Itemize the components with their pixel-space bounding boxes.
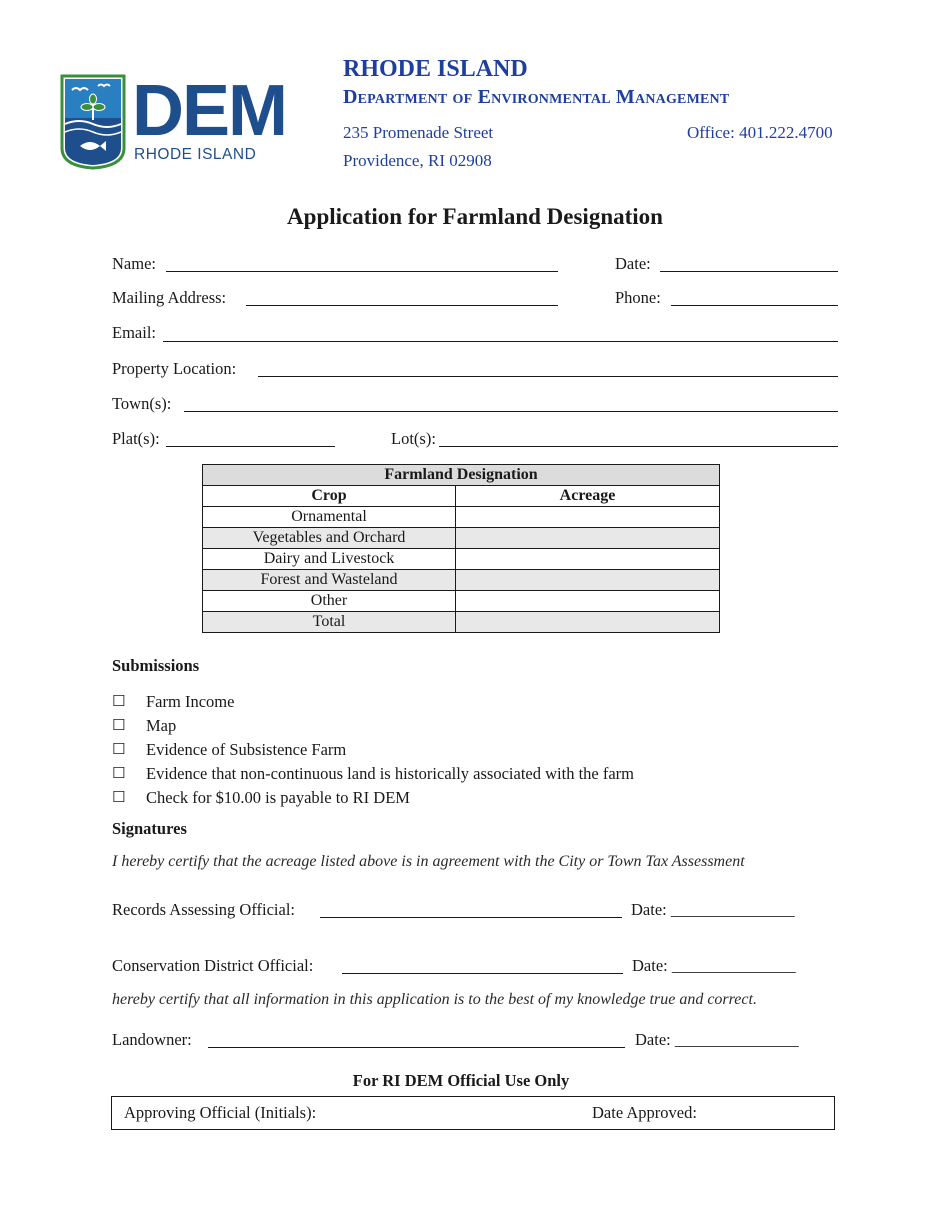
date-approved-label: Date Approved: — [592, 1103, 697, 1122]
checkbox-subsistence-farm[interactable]: ☐ — [112, 740, 126, 758]
mailing-address-field[interactable] — [246, 305, 558, 306]
official-use-heading: For RI DEM Official Use Only — [352, 1071, 570, 1090]
landowner-label: Landowner: — [112, 1030, 192, 1049]
date-field[interactable] — [660, 271, 838, 272]
crop-cell: Forest and Wasteland — [203, 570, 456, 591]
acreage-cell[interactable] — [456, 570, 720, 591]
phone-field[interactable] — [671, 305, 838, 306]
acreage-header: Acreage — [456, 486, 720, 507]
email-field[interactable] — [163, 341, 838, 342]
lots-label: Lot(s): — [391, 429, 436, 448]
true-certification-text: hereby certify that all information in this application is to the best of my knowledge true and correct. — [112, 991, 757, 1008]
table-row — [203, 570, 720, 591]
acreage-cell[interactable] — [456, 528, 720, 549]
office-phone: Office: 401.222.4700 — [687, 123, 833, 142]
submission-item: Check for $10.00 is payable to RI DEM — [146, 788, 410, 807]
dem-logo — [60, 71, 286, 170]
table-row — [203, 528, 720, 549]
conservation-official-label: Conservation District Official: — [112, 956, 314, 975]
logo-subtitle: RHODE ISLAND — [134, 146, 257, 163]
checkbox-non-continuous-land[interactable]: ☐ — [112, 764, 126, 782]
checkbox-farm-income[interactable]: ☐ — [112, 692, 126, 710]
crop-cell: Dairy and Livestock — [203, 549, 456, 570]
acreage-cell[interactable] — [456, 612, 720, 633]
submission-item: Evidence that non-continuous land is historically associated with the farm — [146, 764, 634, 783]
acreage-cell[interactable] — [456, 591, 720, 612]
name-field[interactable] — [166, 271, 558, 272]
submissions-heading: Submissions — [112, 656, 200, 675]
property-location-field[interactable] — [258, 376, 838, 377]
submission-item: Evidence of Subsistence Farm — [146, 740, 347, 759]
records-date-label: Date: _______________ — [631, 900, 795, 919]
mailing-address-label: Mailing Address: — [112, 288, 227, 307]
name-label: Name: — [112, 254, 156, 273]
department-name: Department of Environmental Management — [343, 86, 730, 108]
tax-certification-text: I hereby certify that the acreage listed above is in agreement with the City or Town Tax Assessment — [112, 853, 745, 870]
crop-cell: Total — [203, 612, 456, 633]
approving-official-label: Approving Official (Initials): — [124, 1103, 317, 1122]
city-address: Providence, RI 02908 — [343, 151, 492, 170]
lots-field[interactable] — [439, 446, 838, 447]
submission-item: Farm Income — [146, 692, 235, 711]
landowner-date-label: Date: _______________ — [635, 1030, 799, 1049]
official-use-box — [111, 1096, 835, 1130]
plats-label: Plat(s): — [112, 429, 160, 448]
table-row — [203, 591, 720, 612]
checkbox-map[interactable]: ☐ — [112, 716, 126, 734]
landowner-date-field[interactable]: _______________ — [674, 1030, 799, 1049]
email-label: Email: — [112, 323, 156, 342]
submission-item: Map — [146, 716, 177, 735]
plats-field[interactable] — [166, 446, 335, 447]
records-date-field[interactable]: _______________ — [670, 900, 795, 919]
street-address: 235 Promenade Street — [343, 123, 494, 142]
logo-wordmark: DEM — [132, 71, 286, 151]
table-row — [203, 612, 720, 633]
towns-label: Town(s): — [112, 394, 172, 413]
table-caption: Farmland Designation — [203, 465, 720, 486]
phone-label: Phone: — [615, 288, 661, 307]
form-title: Application for Farmland Designation — [287, 204, 663, 229]
table-row — [203, 507, 720, 528]
acreage-cell[interactable] — [456, 549, 720, 570]
landowner-signature[interactable] — [208, 1047, 625, 1048]
crop-cell: Other — [203, 591, 456, 612]
conservation-official-signature[interactable] — [342, 973, 623, 974]
signatures-heading: Signatures — [112, 819, 187, 838]
conservation-date-field[interactable]: _______________ — [671, 956, 796, 975]
records-official-label: Records Assessing Official: — [112, 900, 296, 919]
crop-header: Crop — [203, 486, 456, 507]
org-name: RHODE ISLAND — [343, 56, 528, 82]
records-official-signature[interactable] — [320, 917, 622, 918]
acreage-cell[interactable] — [456, 507, 720, 528]
table-row — [203, 549, 720, 570]
towns-field[interactable] — [184, 411, 838, 412]
crop-cell: Vegetables and Orchard — [203, 528, 456, 549]
date-label: Date: — [615, 254, 651, 273]
conservation-date-label: Date: _______________ — [632, 956, 796, 975]
property-location-label: Property Location: — [112, 359, 237, 378]
crop-cell: Ornamental — [203, 507, 456, 528]
farmland-designation-table — [202, 464, 720, 633]
checkbox-payment-check[interactable]: ☐ — [112, 788, 126, 806]
